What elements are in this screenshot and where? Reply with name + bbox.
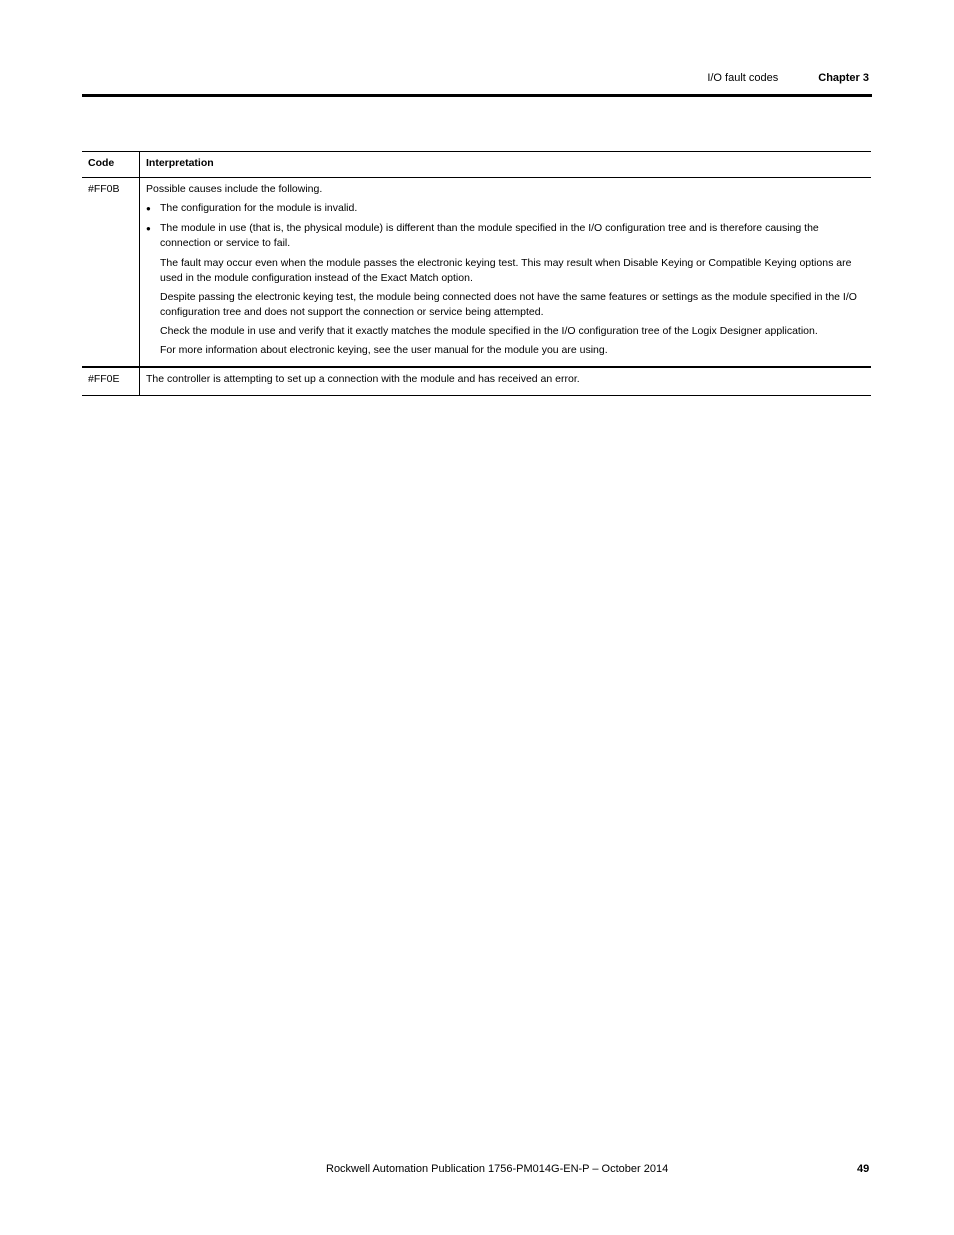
interpretation-cell — [140, 178, 872, 368]
table-row — [82, 178, 871, 368]
chapter-label: Chapter 3 — [818, 72, 869, 84]
detail-paragraph: The fault may occur even when the module passes the electronic keying test. This may result when Disable Keying or Compatible Keying options are used in the module configuration instead of the Exact Match option. — [160, 257, 852, 284]
section-title: I/O fault codes — [707, 72, 779, 84]
fault-code-cell: #FF0E — [82, 367, 140, 396]
table-row — [82, 367, 871, 396]
running-header — [707, 72, 869, 84]
detail-paragraph: Check the module in use and verify that it exactly matches the module specified in the I/O configuration tree of the Logix Designer application. — [160, 325, 818, 337]
cause-list — [146, 201, 865, 251]
intro-text: Possible causes include the following. — [146, 183, 323, 195]
list-item: ● The configuration for the module is invalid. — [146, 201, 865, 216]
page-number: 49 — [857, 1163, 870, 1175]
list-item: ● The module in use (that is, the physical module) is different than the module specified in the I/O configuration tree and is therefore causing the connection or service to fail. — [146, 221, 865, 251]
interpretation-cell — [140, 367, 872, 396]
publication-info: Rockwell Automation Publication 1756-PM014G-EN-P – October 2014 — [326, 1163, 669, 1175]
fault-code-table — [82, 151, 871, 396]
fault-code-cell: #FF0B — [82, 178, 140, 368]
table-header-row — [82, 152, 871, 178]
detail-paragraph: Despite passing the electronic keying test, the module being connected does not have the same features or settings as the module specified in the I/O configuration tree and does not support the connection or service being attempted. — [160, 291, 857, 318]
detail-paragraph: For more information about electronic keying, see the user manual for the module you are using. — [160, 344, 608, 356]
header-divider — [82, 94, 872, 97]
column-header-interpretation: Interpretation — [140, 152, 872, 178]
column-header-code: Code — [82, 152, 140, 178]
intro-text: The controller is attempting to set up a connection with the module and has received an error. — [146, 373, 580, 385]
